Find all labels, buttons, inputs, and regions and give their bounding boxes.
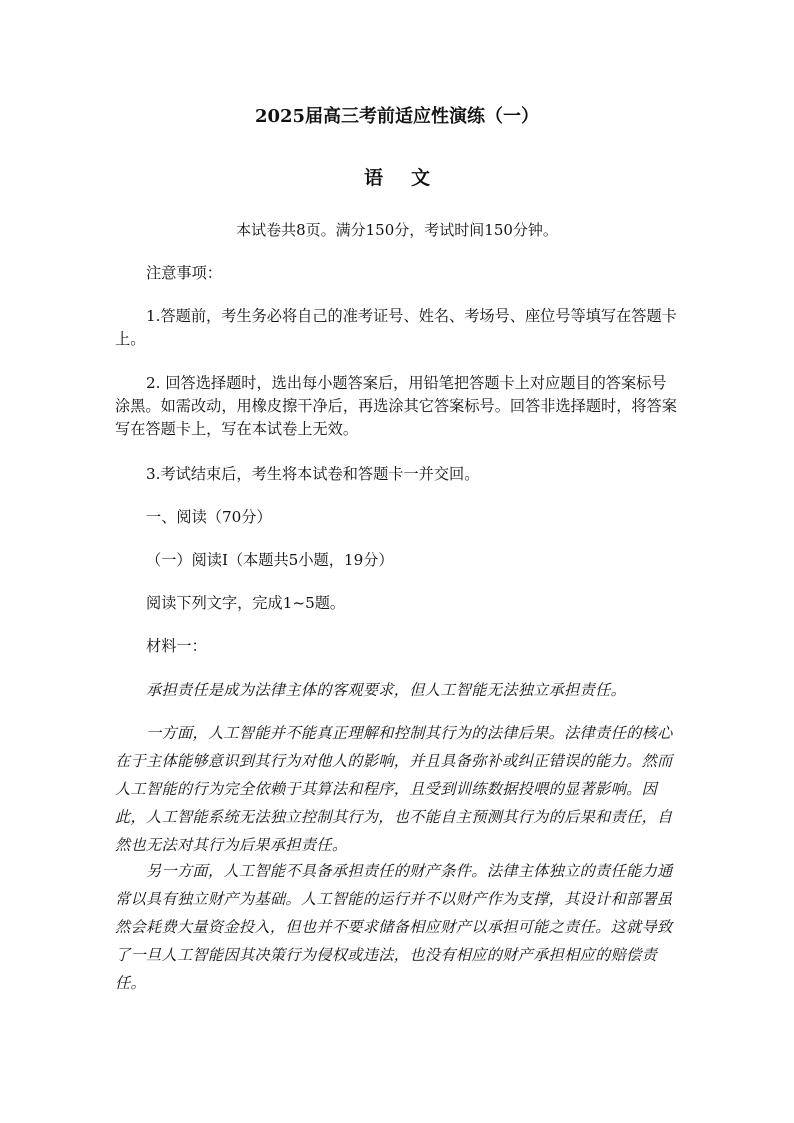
material-paragraph-1: 承担责任是成为法律主体的客观要求，但人工智能无法独立承担责任。: [146, 681, 627, 699]
note-item-2: 2. 回答选择题时，选出每小题答案后，用铅笔把答题卡上对应题目的答案标号涂黑。如需改动，用橡皮擦干净后，再选涂其它答案标号。回答非选择题时，将答案写在答题卡上，写在本试卷上无效。: [115, 374, 677, 438]
note-item-3: 3.考试结束后，考生将本试卷和答题卡一并交回。: [146, 465, 480, 483]
material-label: 材料一：: [146, 637, 207, 655]
exam-info: 本试卷共8页。满分150分，考试时间150分钟。: [236, 221, 558, 239]
section-sub1: （一）阅读Ⅰ（本题共5小题，19分）: [146, 551, 394, 569]
note-item-1: 1.答题前，考生务必将自己的准考证号、姓名、考场号、座位号等填写在答题卡上。: [115, 307, 677, 348]
reading-instruction: 阅读下列文字，完成1~5题。: [146, 594, 346, 612]
subject-heading: 语文: [363, 167, 458, 189]
section-part1: 一、阅读（70分）: [146, 508, 272, 526]
material-paragraph-3: 另一方面，人工智能不具备承担责任的财产条件。法律主体独立的责任能力通常以具有独立财产为基础。人工智能的运行并不以财产作为支撑，其设计和部署虽然会耗费大量资金投入，但也并不要求储备相应财产以承担可能之责任。这就导致了一旦人工智能因其决策行为侵权或违法，也没有相应的财产承担相应的赔偿责任。: [115, 862, 673, 992]
exam-title: 2025届高三考前适应性演练（一）: [254, 106, 540, 127]
notes-heading: 注意事项：: [146, 264, 222, 282]
material-paragraph-2: 一方面，人工智能并不能真正理解和控制其行为的法律后果。法律责任的核心在于主体能够意识到其行为对他人的影响，并且具备弥补或纠正错误的能力。然而人工智能的行为完全依赖于其算法和程序，且受到训练数据投喂的显著影响。因此，人工智能系统无法独立控制其行为，也不能自主预测其行为的后果和责任，自然也无法对其行为后果承担责任。: [115, 724, 673, 854]
